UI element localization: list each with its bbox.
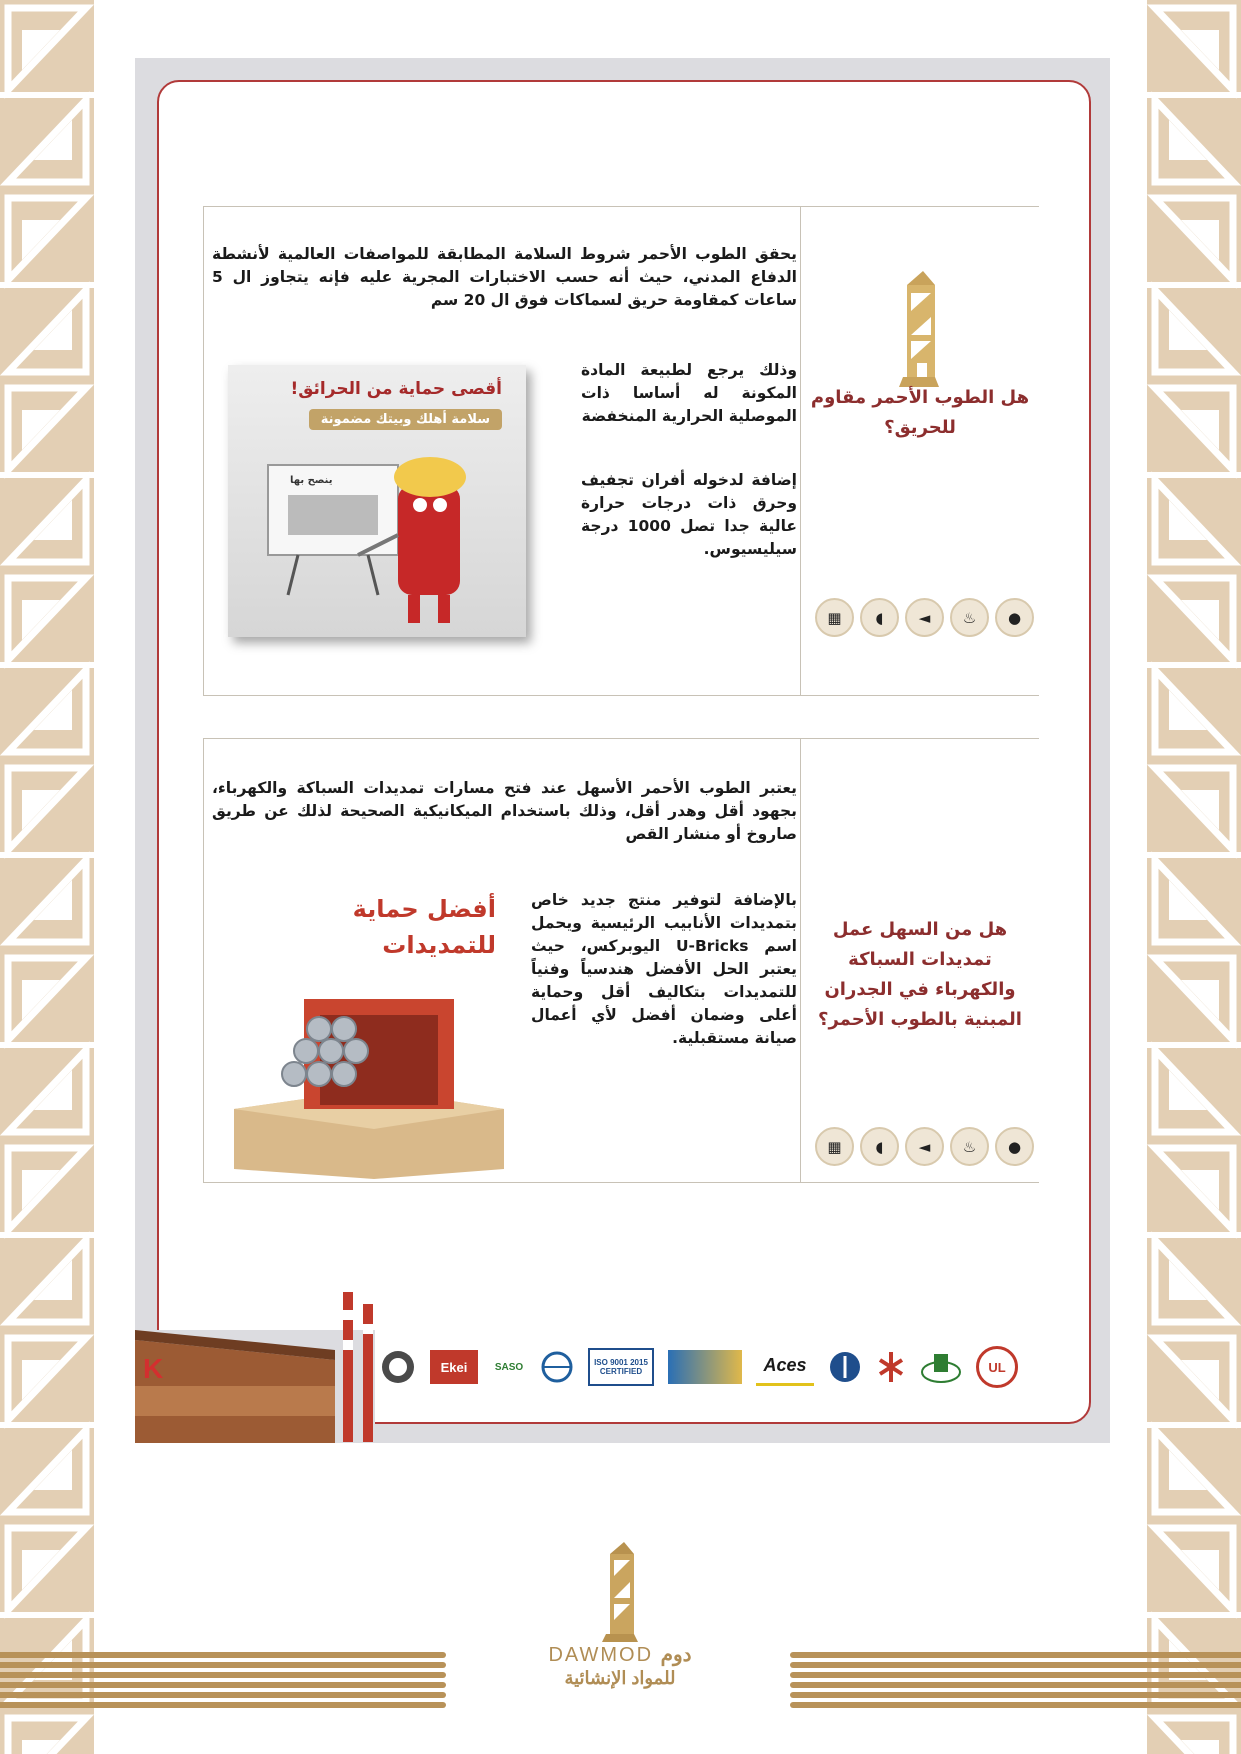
logo-brand-row — [530, 1642, 710, 1667]
question-title: هل الطوب الأحمر مقاوم للحريق؟ — [810, 387, 1030, 438]
factory-image — [135, 1290, 375, 1443]
fire-safety-image — [228, 365, 526, 637]
footer-stripes-right — [790, 1652, 1241, 1708]
answer-intro: يعتبر الطوب الأحمر الأسهل عند فتح مسارات تمديدات السباكة والكهرباء، بجهود أقل وهدر أقل، وذلك باستخدام الميكانيكية الصحيحة لذلك عن طريق صاروخ أو منشار القص — [212, 779, 797, 843]
logo-latin: DAWMOD — [548, 1644, 654, 1666]
fire-icon: ♨ — [950, 598, 989, 637]
question-column — [800, 207, 1039, 695]
u-bricks-image — [224, 889, 516, 1179]
faq-card-plumbing — [203, 738, 1039, 1183]
drop-icon: ● — [995, 598, 1034, 637]
alwy-badge — [668, 1350, 742, 1384]
fire-icon: ♨ — [950, 1127, 989, 1166]
drop-icon: ● — [995, 1127, 1034, 1166]
logo-arabic-brand: دوم — [660, 1644, 692, 1666]
u-brick-illustration — [224, 979, 516, 1179]
footer-stripes-left — [0, 1652, 446, 1708]
dawmod-logo-icon — [588, 1542, 652, 1642]
shield-icon — [828, 1350, 862, 1384]
logo-tagline: للمواد الإنشائية — [564, 1668, 676, 1688]
megaphone-icon: ◄ — [905, 598, 944, 637]
brick-icon: ▦ — [815, 598, 854, 637]
question-title: هل من السهل عمل تمديدات السباكة والكهرباء في الجدران المبنية بالطوب الأحمر؟ — [818, 919, 1022, 1030]
brick-icon: ▦ — [815, 1127, 854, 1166]
right-decorative-border — [1147, 0, 1241, 1754]
image-headline: أقصى حماية من الحرائق! — [290, 379, 502, 399]
iso-logo: ISO 9001 2015 CERTIFIED — [588, 1348, 654, 1386]
ear-icon: ◖ — [860, 1127, 899, 1166]
mascot-illustration — [248, 445, 508, 635]
answer-paragraph-1: وذلك يرجع لطبيعة المادة المكونة له أساسا ذات الموصلية الحرارية المنخفضة — [581, 361, 797, 425]
building-logo-icon — [879, 271, 959, 387]
star-icon — [876, 1350, 906, 1384]
megaphone-icon: ◄ — [905, 1127, 944, 1166]
certification-logos — [380, 1342, 1080, 1392]
board-text: ينصح بها — [290, 475, 333, 486]
image-headline-line-1: أفضل حماية — [352, 895, 496, 923]
globe-icon — [540, 1350, 574, 1384]
ear-icon: ◖ — [860, 598, 899, 637]
seal-icon — [380, 1349, 416, 1385]
aces-logo: Aces — [756, 1349, 814, 1386]
image-headline-line-2: للتمديدات — [382, 931, 496, 959]
ekei-logo: Ekei — [430, 1350, 478, 1384]
emblem-icon — [920, 1350, 962, 1384]
answer-paragraph-2: إضافة لدخوله أفران تجفيف وحرق ذات درجات حرارة عالية جدا تصل 1000 درجة سيليسيوس. — [581, 471, 797, 558]
feature-icons — [815, 598, 1034, 637]
faq-card-fire — [203, 206, 1039, 696]
image-subheadline: سلامة أهلك وبيتك مضمونة — [309, 409, 502, 430]
answer-intro: يحقق الطوب الأحمر شروط السلامة المطابقة للمواصفات العالمية لأنشطة الدفاع المدني، حيث أنه حسب الاختبارات المجرية عليه فإنه يتجاوز ال 5 ساعات كمقاومة حريق لسماكات فوق ال 20 سم — [212, 245, 797, 309]
left-decorative-border — [0, 0, 94, 1754]
saso-logo: SASO — [494, 1361, 524, 1373]
svg-text:K: K — [143, 1353, 164, 1384]
feature-icons — [815, 1127, 1034, 1166]
answer-paragraph-1: بالإضافة لتوفير منتج جديد خاص بتمديدات الأنابيب الرئيسية ويحمل اسم U-Bricks اليوبركس، حيث يعتبر الحل الأفضل هندسياً وفنياً للتمديدات بتكاليف أقل وحماية أعلى وضمان أفضل لأي أعمال صيانة مستقبلية. — [531, 891, 797, 1047]
ul-logo: UL — [976, 1346, 1018, 1388]
question-column — [800, 739, 1039, 1182]
